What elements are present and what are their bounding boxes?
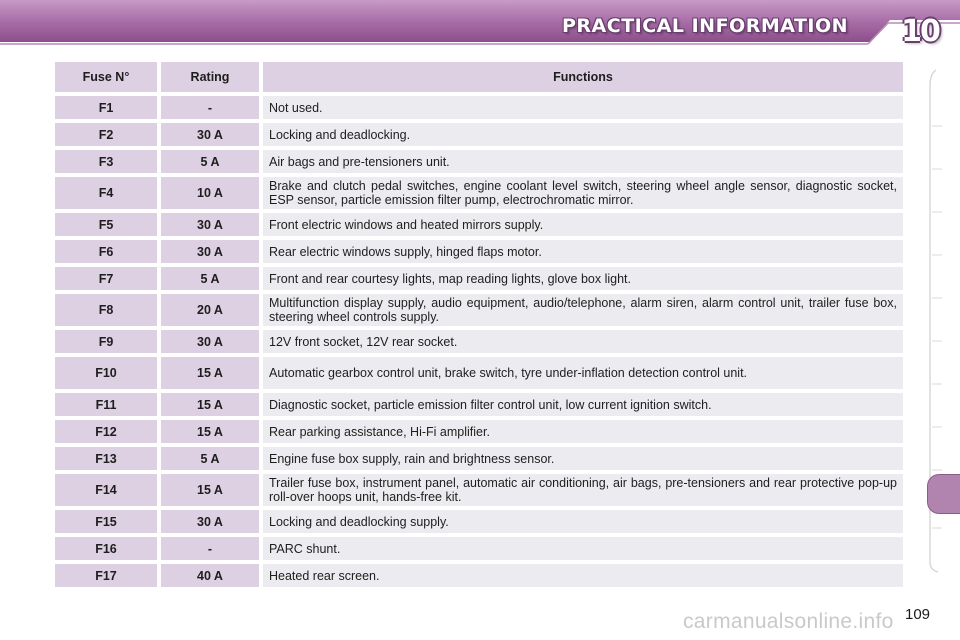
fuse-function: Not used.	[263, 96, 903, 119]
table-row	[55, 510, 903, 533]
fuse-rating: 15 A	[161, 393, 259, 416]
fuse-function: Rear electric windows supply, hinged flaps motor.	[263, 240, 903, 263]
fuse-function: Front electric windows and heated mirrors supply.	[263, 213, 903, 236]
fuse-function: Trailer fuse box, instrument panel, automatic air conditioning, air bags, pre-tensioners and rear protective pop-up roll-over hoops unit, hands-free kit.	[263, 474, 903, 506]
fuse-rating: 5 A	[161, 447, 259, 470]
header-banner	[0, 0, 960, 55]
chapter-tab-active[interactable]	[927, 474, 960, 514]
fuse-function: Locking and deadlocking.	[263, 123, 903, 146]
table-row	[55, 420, 903, 443]
fuse-rating: 30 A	[161, 240, 259, 263]
table-row	[55, 330, 903, 353]
fuse-function: Heated rear screen.	[263, 564, 903, 587]
fuse-rating: 30 A	[161, 330, 259, 353]
fuse-rating: 30 A	[161, 510, 259, 533]
page-title: PRACTICAL INFORMATION	[562, 15, 849, 37]
page-number: 109	[905, 606, 931, 623]
fuse-number: F11	[55, 393, 157, 416]
fuse-function: Engine fuse box supply, rain and brightness sensor.	[263, 447, 903, 470]
fuse-rating: 5 A	[161, 267, 259, 290]
column-header-functions: Functions	[263, 62, 903, 92]
fuse-function: Diagnostic socket, particle emission filter control unit, low current ignition switch.	[263, 393, 903, 416]
fuse-rating: 15 A	[161, 357, 259, 389]
fuse-function: Brake and clutch pedal switches, engine coolant level switch, steering wheel angle sensor, diagnostic socket, ESP sensor, particle emission filter pump, electrochromatic mirror.	[263, 177, 903, 209]
table-row	[55, 267, 903, 290]
fuse-rating: 30 A	[161, 213, 259, 236]
fuse-function: Rear parking assistance, Hi-Fi amplifier.	[263, 420, 903, 443]
fuse-rating: 10 A	[161, 177, 259, 209]
table-row	[55, 240, 903, 263]
fuse-rating: 5 A	[161, 150, 259, 173]
fuse-number: F7	[55, 267, 157, 290]
fuse-number: F13	[55, 447, 157, 470]
fuse-rating: 40 A	[161, 564, 259, 587]
table-row	[55, 447, 903, 470]
fuse-number: F15	[55, 510, 157, 533]
fuse-number: F17	[55, 564, 157, 587]
fuse-number: F4	[55, 177, 157, 209]
column-header-rating: Rating	[161, 62, 259, 92]
chapter-number: 10	[901, 14, 939, 49]
fuse-function: Multifunction display supply, audio equipment, audio/telephone, alarm siren, alarm control unit, trailer fuse box, steering wheel controls supply.	[263, 294, 903, 326]
table-row	[55, 96, 903, 119]
fuse-number: F2	[55, 123, 157, 146]
fuse-number: F10	[55, 357, 157, 389]
fuse-table	[55, 62, 903, 591]
fuse-number: F8	[55, 294, 157, 326]
fuse-function: PARC shunt.	[263, 537, 903, 560]
fuse-rating: 15 A	[161, 474, 259, 506]
fuse-rating: 20 A	[161, 294, 259, 326]
fuse-function: 12V front socket, 12V rear socket.	[263, 330, 903, 353]
fuse-number: F16	[55, 537, 157, 560]
fuse-function: Air bags and pre-tensioners unit.	[263, 150, 903, 173]
table-row	[55, 213, 903, 236]
watermark-text: carmanualsonline.info	[683, 610, 894, 633]
column-header-fuse-no: Fuse N°	[55, 62, 157, 92]
table-row	[55, 393, 903, 416]
table-row	[55, 357, 903, 389]
fuse-function: Locking and deadlocking supply.	[263, 510, 903, 533]
fuse-number: F6	[55, 240, 157, 263]
fuse-rating: -	[161, 537, 259, 560]
table-row	[55, 294, 903, 326]
table-row	[55, 564, 903, 587]
table-row	[55, 177, 903, 209]
table-row	[55, 123, 903, 146]
fuse-number: F12	[55, 420, 157, 443]
table-row	[55, 474, 903, 506]
fuse-rating: -	[161, 96, 259, 119]
table-header-row	[55, 62, 903, 92]
fuse-number: F1	[55, 96, 157, 119]
fuse-number: F14	[55, 474, 157, 506]
table-row	[55, 537, 903, 560]
fuse-number: F9	[55, 330, 157, 353]
table-row	[55, 150, 903, 173]
fuse-number: F3	[55, 150, 157, 173]
fuse-function: Automatic gearbox control unit, brake switch, tyre under-inflation detection control unit.	[263, 357, 903, 389]
fuse-rating: 30 A	[161, 123, 259, 146]
fuse-number: F5	[55, 213, 157, 236]
fuse-rating: 15 A	[161, 420, 259, 443]
fuse-function: Front and rear courtesy lights, map reading lights, glove box light.	[263, 267, 903, 290]
